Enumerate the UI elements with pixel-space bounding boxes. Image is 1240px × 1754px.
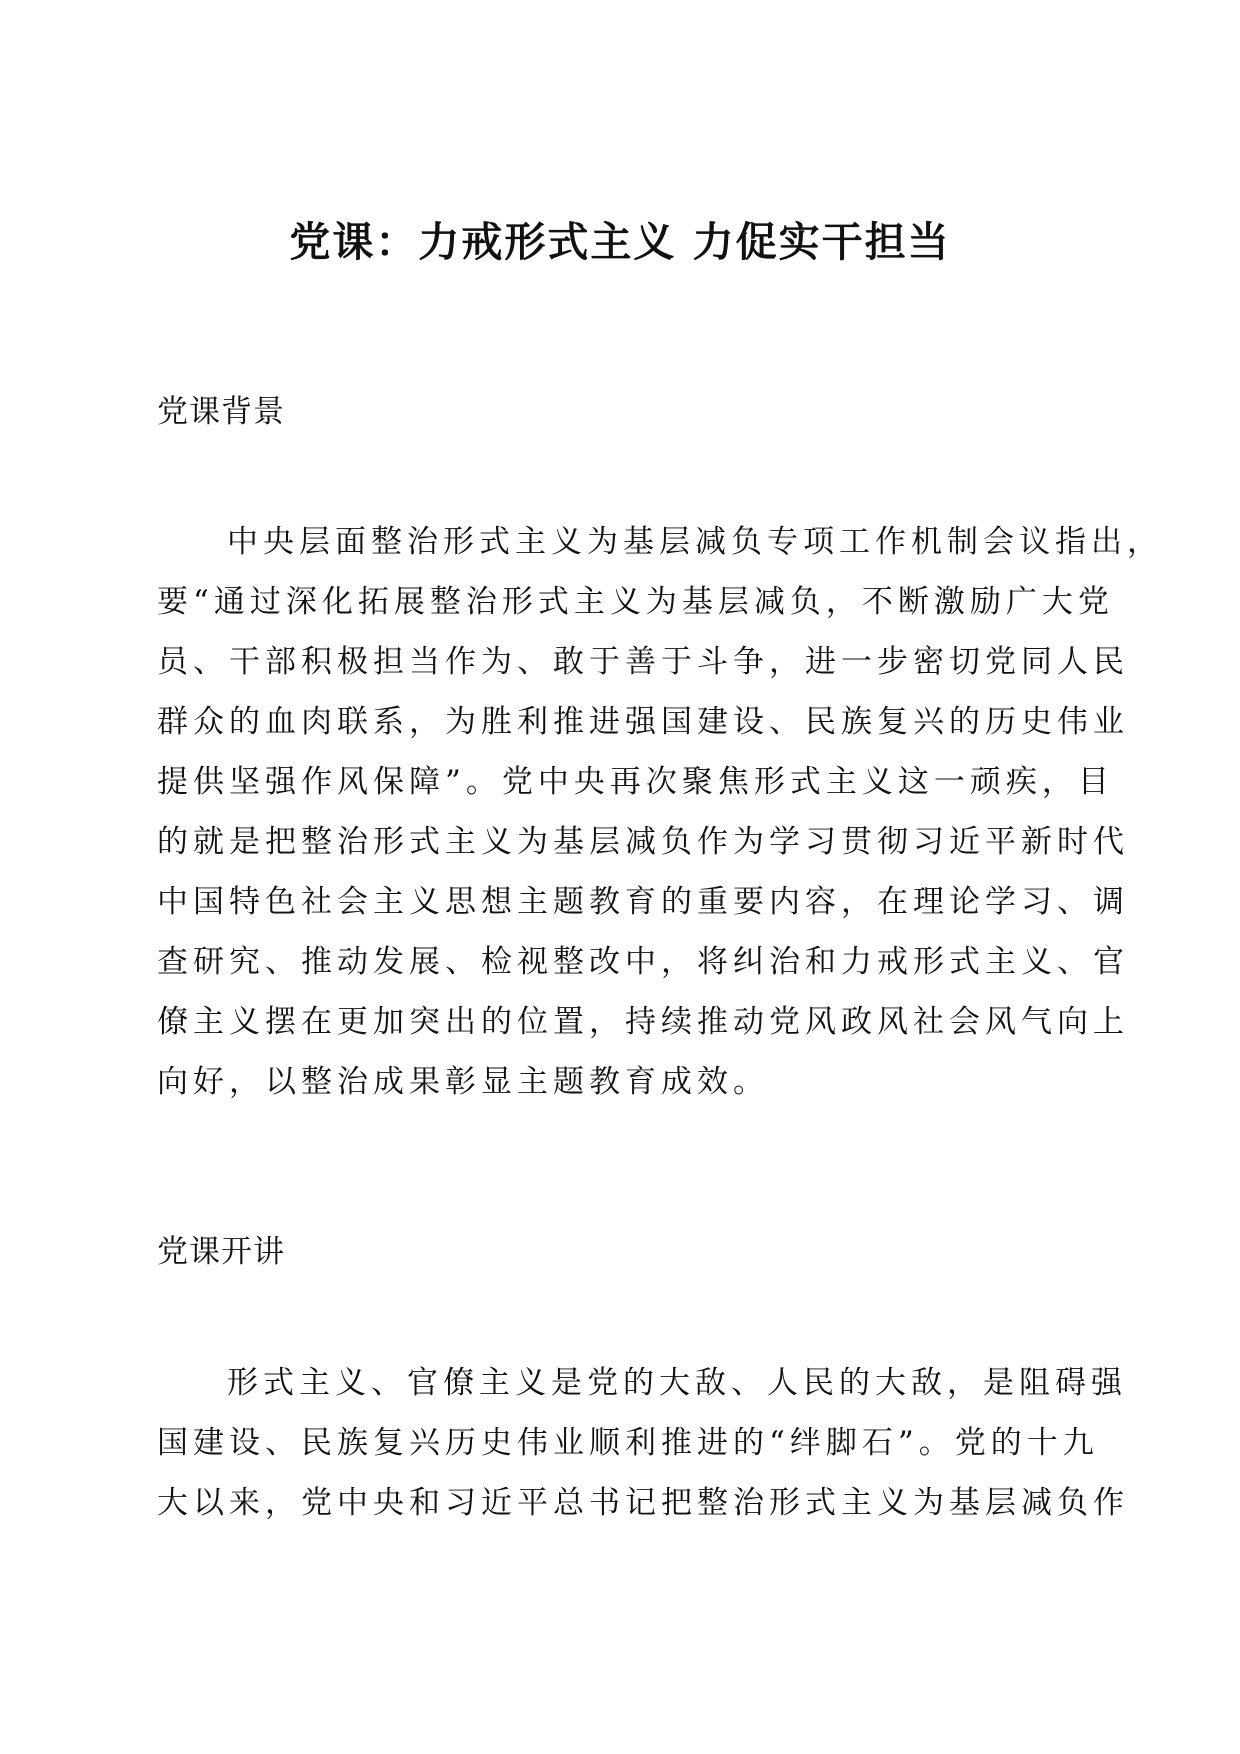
paragraph-background xyxy=(157,512,1163,1112)
paragraph-line: 要“通过深化拓展整治形式主义为基层减负，不断激励广大党 xyxy=(157,584,1114,620)
paragraph-line: 员、干部积极担当作为、敢于善于斗争，进一步密切党同人民 xyxy=(157,644,1129,680)
paragraph-line: 的就是把整治形式主义为基层减负作为学习贯彻习近平新时代 xyxy=(157,824,1129,860)
paragraph-line: 群众的血肉联系，为胜利推进强国建设、民族复兴的历史伟业 xyxy=(157,704,1129,740)
paragraph-line: 大以来，党中央和习近平总书记把整治形式主义为基层减负作 xyxy=(157,1485,1129,1521)
paragraph-lecture xyxy=(157,1353,1129,1533)
paragraph-line: 查研究、推动发展、检视整改中，将纠治和力戒形式主义、官 xyxy=(157,944,1129,980)
paragraph-line: 形式主义、官僚主义是党的大敌、人民的大敌，是阻碍强 xyxy=(227,1365,1127,1401)
section-heading-lecture: 党课开讲 xyxy=(157,1234,285,1270)
paragraph-line: 中国特色社会主义思想主题教育的重要内容，在理论学习、调 xyxy=(157,884,1129,920)
paragraph-line: 国建设、民族复兴历史伟业顺利推进的“绊脚石”。党的十九 xyxy=(157,1425,1099,1461)
section-heading-background: 党课背景 xyxy=(157,394,285,430)
paragraph-line: 提供坚强作风保障”。党中央再次聚焦形式主义这一顽疾，目 xyxy=(157,764,1114,800)
paragraph-line: 中央层面整治形式主义为基层减负专项工作机制会议指出， xyxy=(227,524,1163,560)
paragraph-line: 僚主义摆在更加突出的位置，持续推动党风政风社会风气向上 xyxy=(157,1004,1129,1040)
paragraph-line: 向好，以整治成果彰显主题教育成效。 xyxy=(157,1064,769,1100)
document-title: 党课：力戒形式主义 力促实干担当 xyxy=(289,218,951,266)
